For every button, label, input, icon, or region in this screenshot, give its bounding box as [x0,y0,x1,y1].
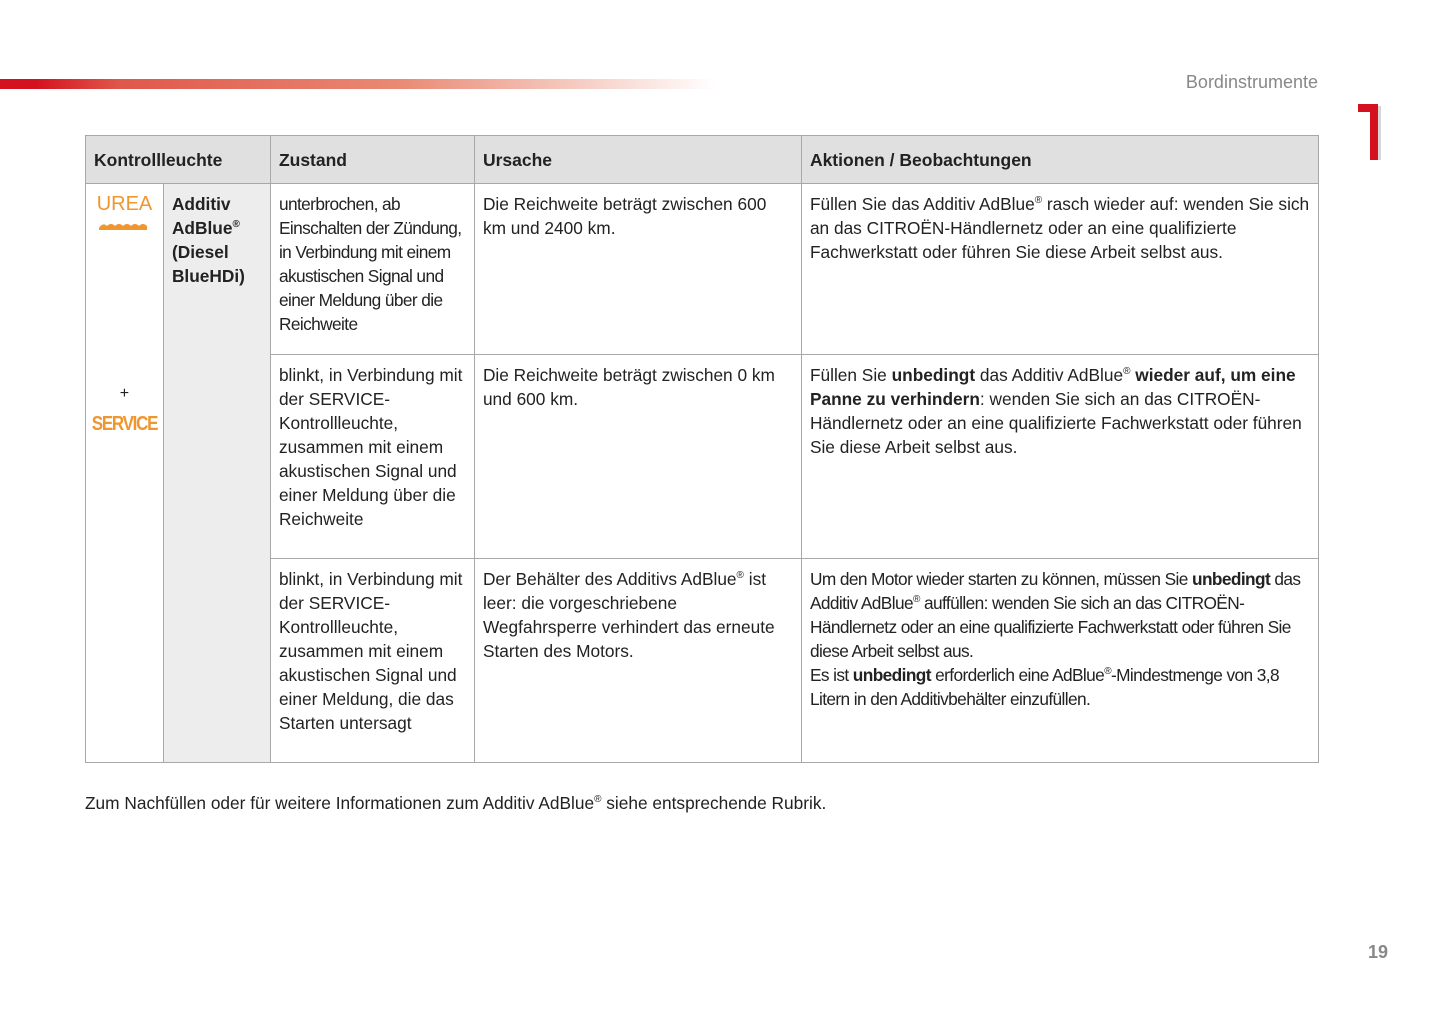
text: Füllen Sie [809,365,892,385]
header-ursache: Ursache [474,136,801,184]
header-aktionen: Aktionen / Beobachtungen [801,136,1318,184]
table-row [86,355,1319,559]
text: erforderlich eine AdBlue [930,665,1105,685]
reg-mark: ® [736,570,744,582]
reg-mark: ® [912,594,920,606]
header-kontrollleuchte: Kontrollleuchte [86,136,271,184]
plus-sign: + [119,385,130,402]
service-warning-icon: SERVICE [91,413,158,435]
text: siehe entsprechende Rubrik. [601,793,827,813]
ursache-cell: Die Reichweite beträgt zwischen 600 km und 2400 km. [474,184,801,355]
aktion-cell [801,184,1318,355]
table-row [86,559,1319,763]
ursache-cell: Die Reichweite beträgt zwischen 0 km und 600 km. [474,355,801,559]
table-header-row [86,136,1319,184]
text: das Additiv AdBlue [975,365,1124,385]
text: rasch wieder auf: wenden Sie sich an das CITROËN-Händlernetz oder an eine qualifizierte Fachwerkstatt oder führen Sie diese Arbeit selbst aus. [809,194,1310,262]
emphasis: unbedingt [1192,569,1271,589]
zustand-cell: unterbrochen, ab Einschalten der Zündung, in Verbindung mit einem akustischen Signal und einer Meldung über die Reichweite [270,184,474,355]
text: Um den Motor wieder starten zu können, müssen Sie [809,569,1193,589]
reg-mark: ® [232,219,240,231]
icon-cell [86,184,164,763]
footnote [85,793,826,814]
text: auffüllen: wenden Sie sich an das CITROËN-Händlernetz oder an eine qualifizierte Fachwerkstatt oder führen Sie diese Arbeit selbst aus. [809,593,1291,661]
chapter-number-1 [1356,102,1382,160]
emphasis: unbedingt [852,665,931,685]
urea-label: UREA [96,193,153,215]
reg-mark: ® [594,794,602,806]
text: Zum Nachfüllen oder für weitere Informationen zum Additiv AdBlue [85,793,595,813]
text: ist leer: die vorgeschriebene Wegfahrsperre verhindert das erneute Starten des Motors. [482,569,775,661]
emphasis: unbedingt [891,365,976,385]
aktion-cell [801,559,1318,763]
reg-mark: ® [1104,666,1111,678]
table-row [86,184,1319,355]
text: : wenden Sie sich an das CITROËN-Händlernetz oder an eine qualifizierte Fachwerkstatt oder führen Sie diese Arbeit selbst aus. [809,389,1302,457]
reg-mark: ® [1034,195,1043,207]
name-line2: (Diesel BlueHDi) [171,242,245,286]
zustand-cell: blinkt, in Verbindung mit der SERVICE-Kontrollleuchte, zusammen mit einem akustischen Signal und einer Meldung über die Reichweite [270,355,474,559]
warning-light-table [85,135,1319,763]
text: Es ist [809,665,853,685]
section-title: Bordinstrumente [1185,72,1318,92]
aktion-cell [801,355,1318,559]
text: Der Behälter des Additivs AdBlue [482,569,737,589]
light-name [163,184,270,763]
wave-icon [99,222,149,230]
reg-mark: ® [1123,366,1131,378]
page-number: 19 [1368,942,1389,962]
text: Füllen Sie das Additiv AdBlue [809,194,1035,214]
header-zustand: Zustand [270,136,474,184]
ursache-cell [474,559,801,763]
name-line1: Additiv AdBlue [171,194,233,238]
urea-warning-icon [86,194,163,234]
text: das Additiv AdBlue [809,569,1301,613]
zustand-cell: blinkt, in Verbindung mit der SERVICE-Kontrollleuchte, zusammen mit einem akustischen Signal und einer Meldung, die das Starten untersagt [270,559,474,763]
text: -Mindestmenge von 3,8 Litern in den Additivbehälter einzufüllen. [809,665,1279,709]
header-gradient-bar [0,79,720,89]
emphasis: wieder auf, um eine Panne zu verhindern [809,365,1296,409]
